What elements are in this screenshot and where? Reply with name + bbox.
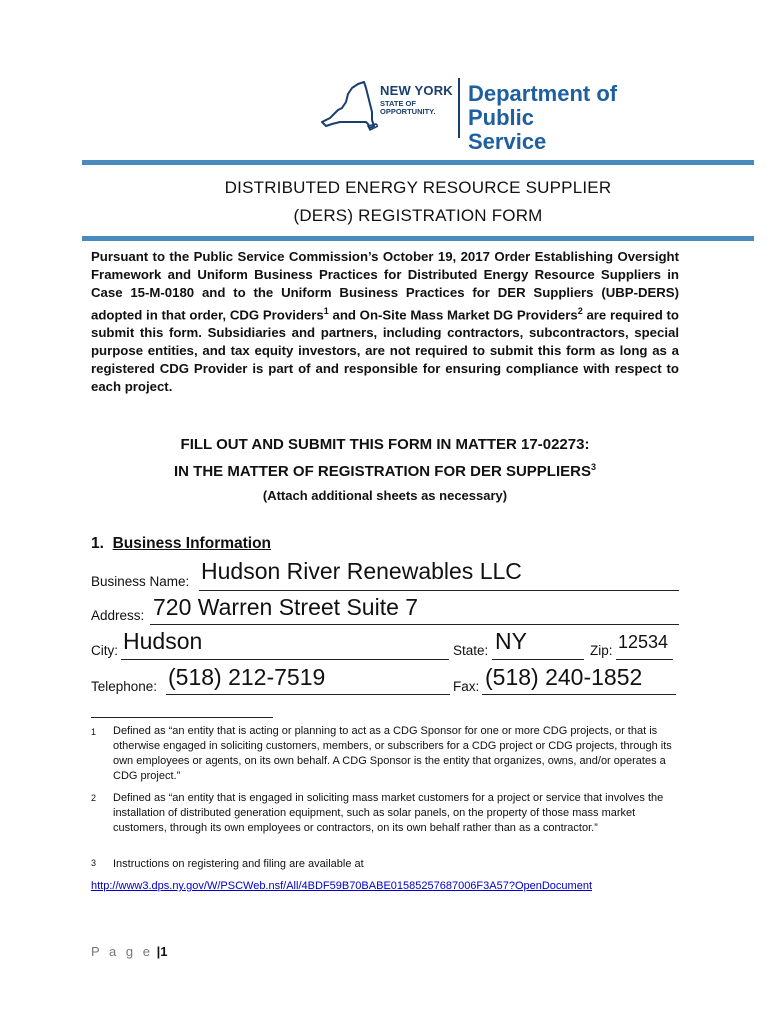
footnote-2-number: 2 (91, 793, 97, 803)
section-heading (91, 535, 271, 553)
footnote-3-number: 3 (91, 858, 97, 868)
city-line (121, 659, 449, 660)
telephone-label: Telephone: (91, 679, 158, 694)
footnote-3-text: Instructions on registering and filing are available at (113, 858, 364, 870)
section-number: 1. (91, 535, 104, 552)
state-field[interactable]: NY (495, 628, 527, 654)
intro-part-1: Pursuant to the Public Service Commission’s October 19, 2017 Order Establishing Oversight Framework and Uniform Business Practices for Distributed Energy Resource Suppliers in Case 15-M-0180 and to the Uniform Business Practices for DER Suppliers (UBP-DERS) adopted in that order, CDG Providers (91, 249, 679, 323)
logo-divider (458, 78, 460, 138)
ny-tagline-1: STATE OF (380, 99, 416, 108)
address-line (150, 624, 679, 625)
business-name-line (199, 590, 679, 591)
footnote-2-text: Defined as “an entity that is engaged in soliciting mass market customers for a project or service that involves the installation of distributed generation equipment, such as solar panels, on the property of those mass market customers, through its own employees or contractors, on its own behalf rather than as a contractor.” (113, 792, 664, 834)
telephone-field[interactable]: (518) 212-7519 (168, 664, 326, 690)
business-name-field[interactable]: Hudson River Renewables LLC (201, 558, 522, 584)
department-name (468, 82, 618, 155)
dept-line-1: Department of (468, 81, 618, 106)
instruction-line-1: FILL OUT AND SUBMIT THIS FORM IN MATTER 17-02273: (180, 436, 590, 453)
state-line (492, 659, 584, 660)
bottom-rule (82, 236, 754, 241)
zip-line (616, 659, 673, 660)
top-rule (82, 160, 754, 165)
page-label: P a g e (91, 944, 153, 959)
business-name-label: Business Name: (91, 574, 190, 589)
footnote-ref-3: 3 (590, 462, 596, 472)
footnote-1-text: Defined as “an entity that is acting or planning to act as a CDG Sponsor for one or more CDG projects, or that is otherwise engaged in soliciting customers, members, or subscribers for a CDG project or CDG projects, through its own employees or agents, on its own behalf. A CDG Sponsor is the entity that organizes, owns, and/or operates a CDG project.” (113, 725, 672, 782)
ny-state-wordmark (380, 84, 453, 116)
ny-name: NEW YORK (380, 83, 453, 98)
attach-note: (Attach additional sheets as necessary) (262, 488, 508, 503)
instruction-line-2-text: IN THE MATTER OF REGISTRATION FOR DER SUPPLIERS (174, 463, 591, 480)
telephone-line (166, 694, 450, 695)
ny-tagline-2: OPPORTUNITY. (380, 106, 436, 116)
footnote-separator (91, 717, 273, 718)
page-separator: | (152, 944, 161, 959)
instructions-link[interactable]: http://www3.dps.ny.gov/W/PSCWeb.nsf/All/4BDF59B70BABE01585257687006F3A57?OpenDocument (91, 880, 592, 892)
instruction-line-2 (82, 462, 688, 480)
new-york-state-map-icon (318, 78, 378, 134)
footnote-1-number: 1 (91, 727, 97, 737)
address-field[interactable]: 720 Warren Street Suite 7 (153, 594, 419, 620)
section-title: Business Information (112, 535, 272, 552)
intro-part-2: and On-Site Mass Market DG Providers (328, 307, 578, 323)
address-label: Address: (91, 608, 145, 623)
city-field[interactable]: Hudson (123, 628, 203, 654)
intro-part-3: are required to submit this form. Subsidiaries and partners, including contractors, subcontractors, special purpose entities, and tax equity investors, are not required to submit this form as long as a registered CDG Provider is part of and responsible for ensuring compliance with respect to each project. (91, 307, 679, 395)
zip-field[interactable]: 12534 (618, 632, 669, 652)
fax-line (482, 694, 676, 695)
intro-paragraph (91, 248, 679, 396)
form-title-line-2: (DERS) REGISTRATION FORM (293, 206, 543, 225)
page-number: 1 (160, 944, 168, 959)
city-label: City: (91, 643, 118, 658)
dept-line-2: Public Service (468, 105, 547, 155)
fax-label: Fax: (453, 679, 480, 694)
page-footer (91, 944, 167, 959)
state-label: State: (453, 643, 489, 658)
footnote-ref-1: 1 (323, 306, 329, 316)
fax-field[interactable]: (518) 240-1852 (485, 664, 643, 690)
dps-logo (318, 74, 618, 155)
footnote-ref-2: 2 (577, 306, 583, 316)
form-title-line-1: DISTRIBUTED ENERGY RESOURCE SUPPLIER (224, 178, 612, 197)
zip-label: Zip: (590, 643, 613, 658)
